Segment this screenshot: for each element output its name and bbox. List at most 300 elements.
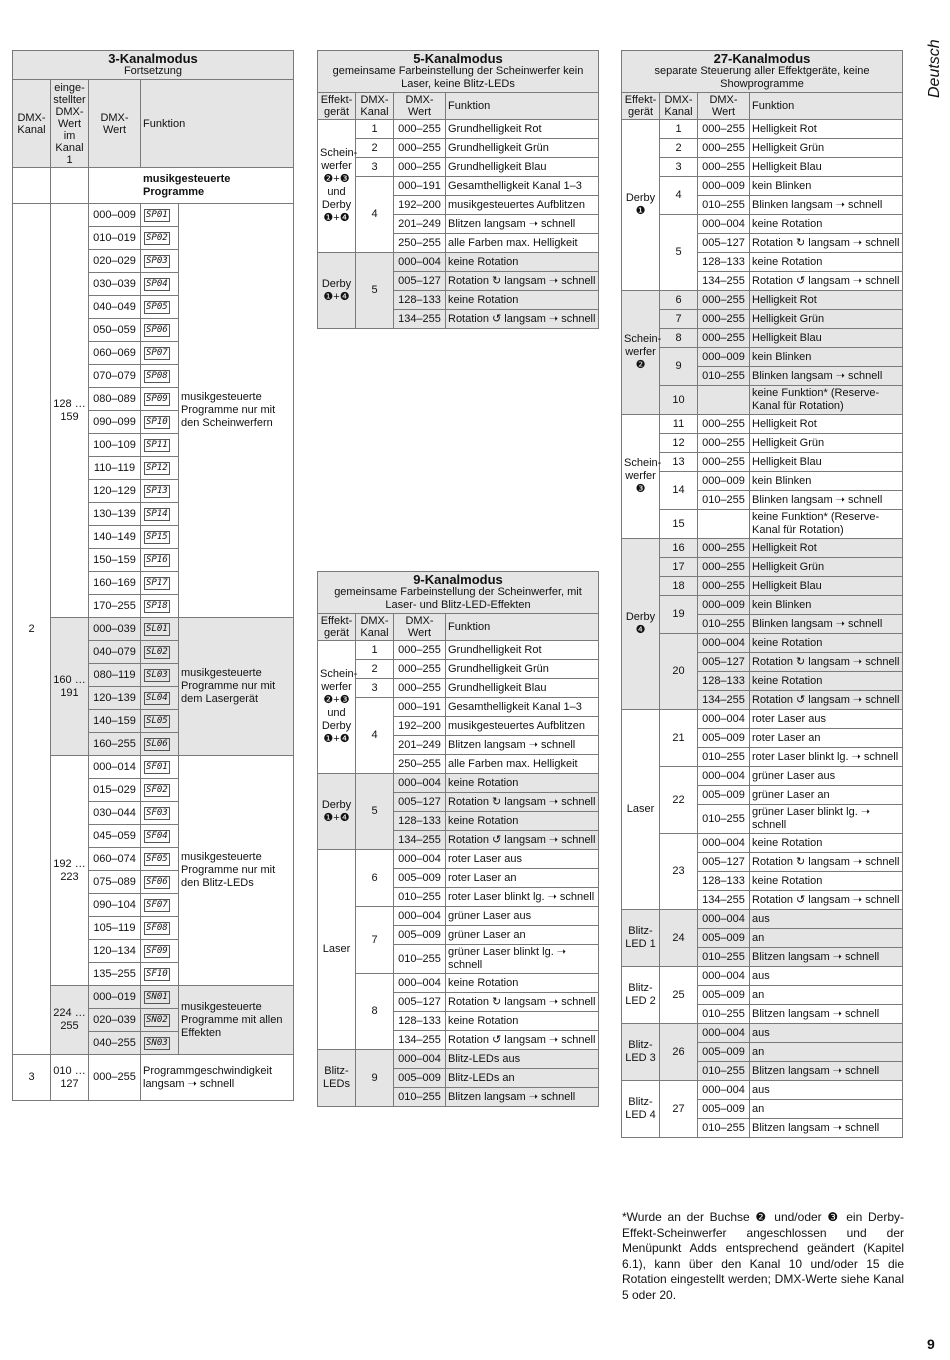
- table-title: [13, 51, 294, 80]
- dmx-value: 005–009: [698, 986, 750, 1005]
- program-row: [13, 756, 294, 779]
- function-text: musikgesteuerte Programme nur mit den Scheinwerfern: [179, 204, 294, 618]
- dmx-value: 005–009: [698, 1043, 750, 1062]
- channel-number: 25: [660, 967, 698, 1024]
- channel-row: [622, 967, 903, 986]
- channel-number: 2: [356, 660, 394, 679]
- table-header-row: [622, 93, 903, 120]
- dmx-value: 010–019: [89, 227, 141, 250]
- program-row: [13, 986, 294, 1009]
- channel-row: [622, 710, 903, 729]
- lcd-display-icon: SF04: [146, 831, 168, 841]
- dmx-value: 201–249: [394, 215, 446, 234]
- lcd-display-icon: SP03: [146, 256, 168, 266]
- channel-number: 12: [660, 434, 698, 453]
- program-display: [141, 572, 179, 595]
- channel-number: 3: [356, 158, 394, 177]
- dmx-value: 000–009: [698, 472, 750, 491]
- function-text: Rotation ↻ langsam ➝ schnell: [750, 234, 903, 253]
- dmx-value: 192–200: [394, 196, 446, 215]
- dmx-value: 170–255: [89, 595, 141, 618]
- program-display: [141, 986, 179, 1009]
- dmx-value: 160–255: [89, 733, 141, 756]
- function-text: Helligkeit Rot: [750, 415, 903, 434]
- channel-number: 6: [660, 291, 698, 310]
- dmx-value: 000–004: [698, 634, 750, 653]
- table-title: [318, 572, 599, 614]
- channel-row: [622, 453, 903, 472]
- program-display: [141, 756, 179, 779]
- channel-number: 10: [660, 386, 698, 415]
- device-cell: Blitz-LED 2: [622, 967, 660, 1024]
- function-text: Helligkeit Grün: [750, 139, 903, 158]
- channel-number: 1: [356, 120, 394, 139]
- function-text: Blitzen langsam ➝ schnell: [446, 215, 599, 234]
- function-text: keine Rotation: [446, 974, 599, 993]
- dmx-value: 192–200: [394, 717, 446, 736]
- channel-row: [318, 641, 599, 660]
- channel-row: [318, 158, 599, 177]
- channel-number: 4: [356, 177, 394, 253]
- device-cell: Laser: [318, 850, 356, 1050]
- function-text: roter Laser an: [750, 729, 903, 748]
- device-cell: Blitz-LED 3: [622, 1024, 660, 1081]
- dmx-value: 000–255: [698, 558, 750, 577]
- channel-row: [622, 120, 903, 139]
- dmx-value: [698, 510, 750, 539]
- header-effekt: Effekt-gerät: [318, 93, 356, 120]
- program-display: [141, 595, 179, 618]
- program-display: [141, 618, 179, 641]
- dmx-value: 160–169: [89, 572, 141, 595]
- function-text: Helligkeit Blau: [750, 577, 903, 596]
- channel-number: 26: [660, 1024, 698, 1081]
- program-display: [141, 457, 179, 480]
- function-text: Blitzen langsam ➝ schnell: [750, 948, 903, 967]
- function-text: musikgesteuertes Aufblitzen: [446, 717, 599, 736]
- program-display: [141, 641, 179, 664]
- lcd-display-icon: SP18: [146, 601, 168, 611]
- channel-row: [622, 910, 903, 929]
- dmx-value: 000–004: [394, 850, 446, 869]
- lcd-display-icon: SP13: [146, 486, 168, 496]
- function-text: Helligkeit Rot: [750, 539, 903, 558]
- lcd-display-icon: SF07: [146, 900, 168, 910]
- header-dmx-wert: DMX-Wert: [89, 80, 141, 168]
- function-text: Blitz-LEDs an: [446, 1069, 599, 1088]
- dmx-value: 000–004: [394, 253, 446, 272]
- table-title-row: [622, 51, 903, 93]
- dmx-value: 128–133: [394, 812, 446, 831]
- dmx-value: 130–139: [89, 503, 141, 526]
- function-text: keine Rotation: [446, 774, 599, 793]
- function-text: keine Rotation: [446, 291, 599, 310]
- lcd-display-icon: SP17: [146, 578, 168, 588]
- function-text: Blinken langsam ➝ schnell: [750, 367, 903, 386]
- lcd-display-icon: SL06: [146, 739, 168, 749]
- channel-number: 6: [356, 850, 394, 907]
- function-text: Grundhelligkeit Rot: [446, 641, 599, 660]
- dmx-value: 005–009: [394, 1069, 446, 1088]
- device-cell: Schein-werfer ❷: [622, 291, 660, 415]
- dmx-value: 000–255: [698, 415, 750, 434]
- function-text: alle Farben max. Helligkeit: [446, 755, 599, 774]
- channel-number: 1: [356, 641, 394, 660]
- function-text: roter Laser blinkt lg. ➝ schnell: [750, 748, 903, 767]
- channel-row: [622, 767, 903, 786]
- dmx-value: 005–009: [698, 729, 750, 748]
- device-cell: Derby ❹: [622, 539, 660, 710]
- dmx-value: 010–255: [698, 491, 750, 510]
- dmx-value: 000–004: [698, 834, 750, 853]
- header-dmx-kanal: DMX-Kanal: [356, 93, 394, 120]
- dmx-value: 010–255: [698, 196, 750, 215]
- program-display: [141, 779, 179, 802]
- channel-number: 7: [356, 907, 394, 974]
- function-text: Rotation ↻ langsam ➝ schnell: [750, 653, 903, 672]
- function-text: Rotation ↺ langsam ➝ schnell: [750, 272, 903, 291]
- dmx-value: 134–255: [698, 691, 750, 710]
- function-text: Helligkeit Grün: [750, 558, 903, 577]
- dmx-value: 040–255: [89, 1032, 141, 1055]
- table-title-text: 9-Kanalmodus: [413, 572, 503, 587]
- function-text: Blitzen langsam ➝ schnell: [446, 1088, 599, 1107]
- channel-row: [622, 139, 903, 158]
- dmx-value: 005–127: [394, 993, 446, 1012]
- channel-row: [622, 558, 903, 577]
- table-3-channel-mode: [12, 50, 294, 1101]
- channel-number: 11: [660, 415, 698, 434]
- channel-row: [622, 510, 903, 539]
- dmx-value: 105–119: [89, 917, 141, 940]
- dmx-value: 010–255: [698, 748, 750, 767]
- dmx-value: 010–255: [698, 1119, 750, 1138]
- dmx-value: 201–249: [394, 736, 446, 755]
- table-27-channel-mode: [621, 50, 903, 1138]
- channel-row: [622, 434, 903, 453]
- dmx-value: 000–255: [89, 1055, 141, 1101]
- function-text: keine Rotation: [446, 812, 599, 831]
- dmx-value: 005–009: [698, 786, 750, 805]
- dmx-value: 000–004: [698, 215, 750, 234]
- lcd-display-icon: SP09: [146, 394, 168, 404]
- channel-number: 20: [660, 634, 698, 710]
- dmx-value: 015–029: [89, 779, 141, 802]
- channel-row: [622, 1081, 903, 1100]
- program-display: [141, 917, 179, 940]
- lcd-display-icon: SP08: [146, 371, 168, 381]
- table-subtitle: Fortsetzung: [123, 65, 183, 77]
- dmx-value: 010–255: [698, 367, 750, 386]
- dmx-value: 000–009: [698, 177, 750, 196]
- channel-row: [318, 139, 599, 158]
- function-text: alle Farben max. Helligkeit: [446, 234, 599, 253]
- header-dmx-kanal: DMX-Kanal: [356, 614, 394, 641]
- function-text: Helligkeit Blau: [750, 453, 903, 472]
- lcd-display-icon: SL01: [146, 624, 168, 634]
- dmx-value: 000–255: [698, 120, 750, 139]
- lcd-display-icon: SL03: [146, 670, 168, 680]
- program-display: [141, 503, 179, 526]
- function-text: Gesamthelligkeit Kanal 1–3: [446, 698, 599, 717]
- function-text: roter Laser an: [446, 869, 599, 888]
- lcd-display-icon: SF09: [146, 946, 168, 956]
- channel-number: 4: [356, 698, 394, 774]
- function-text: Grundhelligkeit Grün: [446, 139, 599, 158]
- function-text: Rotation ↻ langsam ➝ schnell: [446, 272, 599, 291]
- dmx-value: 000–004: [698, 767, 750, 786]
- channel-row: [622, 577, 903, 596]
- program-display: [141, 894, 179, 917]
- function-text: roter Laser aus: [750, 710, 903, 729]
- channel-number: 2: [13, 204, 51, 1055]
- channel-row: [318, 698, 599, 717]
- channel-number: 5: [356, 253, 394, 329]
- dmx-value: 000–255: [698, 329, 750, 348]
- lcd-display-icon: SP14: [146, 509, 168, 519]
- value-range: 224 … 255: [51, 986, 89, 1055]
- dmx-value: 000–255: [394, 139, 446, 158]
- lcd-display-icon: SN01: [146, 992, 168, 1002]
- dmx-value: 000–009: [698, 348, 750, 367]
- program-display: [141, 802, 179, 825]
- dmx-value: 070–079: [89, 365, 141, 388]
- function-text: grüner Laser aus: [750, 767, 903, 786]
- device-cell: Blitz-LED 1: [622, 910, 660, 967]
- function-text: keine Rotation: [750, 634, 903, 653]
- lcd-display-icon: SP02: [146, 233, 168, 243]
- program-display: [141, 526, 179, 549]
- function-text: Blinken langsam ➝ schnell: [750, 196, 903, 215]
- dmx-value: 000–255: [698, 539, 750, 558]
- function-text: grüner Laser blinkt lg. ➝ schnell: [446, 945, 599, 974]
- dmx-value: 005–127: [394, 272, 446, 291]
- program-display: [141, 365, 179, 388]
- function-text: Blitzen langsam ➝ schnell: [446, 736, 599, 755]
- table-subtitle: gemeinsame Farbeinstellung der Scheinwerfer kein Laser, keine Blitz-LEDs: [332, 65, 584, 90]
- function-text: Helligkeit Rot: [750, 291, 903, 310]
- function-text: Blinken langsam ➝ schnell: [750, 615, 903, 634]
- dmx-value: 010–255: [394, 945, 446, 974]
- dmx-value: [698, 386, 750, 415]
- dmx-value: 134–255: [698, 891, 750, 910]
- dmx-value: 150–159: [89, 549, 141, 572]
- dmx-value: 000–255: [698, 310, 750, 329]
- dmx-value: 000–255: [698, 453, 750, 472]
- lcd-display-icon: SP11: [146, 440, 168, 450]
- channel-row: [318, 253, 599, 272]
- dmx-value: 090–099: [89, 411, 141, 434]
- dmx-value: 000–255: [698, 291, 750, 310]
- dmx-value: 128–133: [698, 672, 750, 691]
- channel-row: [622, 310, 903, 329]
- lcd-display-icon: SL05: [146, 716, 168, 726]
- channel-row: [622, 329, 903, 348]
- dmx-value: 080–119: [89, 664, 141, 687]
- table-header-row: [318, 614, 599, 641]
- dmx-value: 080–089: [89, 388, 141, 411]
- lcd-display-icon: SP06: [146, 325, 168, 335]
- function-text: keine Funktion* (Reserve-Kanal für Rotation): [750, 386, 903, 415]
- channel-number: 16: [660, 539, 698, 558]
- function-text: keine Rotation: [446, 253, 599, 272]
- dmx-value: 000–004: [698, 910, 750, 929]
- function-text: kein Blinken: [750, 596, 903, 615]
- lcd-display-icon: SP04: [146, 279, 168, 289]
- channel-number: 9: [660, 348, 698, 386]
- dmx-value: 050–059: [89, 319, 141, 342]
- channel-row: [622, 158, 903, 177]
- channel-number: 27: [660, 1081, 698, 1138]
- function-text: an: [750, 929, 903, 948]
- header-dmx-wert: DMX-Wert: [394, 614, 446, 641]
- channel-row: [318, 679, 599, 698]
- lcd-display-icon: SP07: [146, 348, 168, 358]
- lcd-display-icon: SF02: [146, 785, 168, 795]
- dmx-value: 000–004: [698, 967, 750, 986]
- dmx-value: 000–004: [394, 1050, 446, 1069]
- dmx-value: 000–004: [394, 774, 446, 793]
- dmx-value: 075–089: [89, 871, 141, 894]
- header-dmx-kanal: DMX-Kanal: [660, 93, 698, 120]
- function-text: roter Laser blinkt lg. ➝ schnell: [446, 888, 599, 907]
- function-text: Rotation ↺ langsam ➝ schnell: [446, 310, 599, 329]
- function-text: aus: [750, 910, 903, 929]
- channel-row: [622, 539, 903, 558]
- function-text: kein Blinken: [750, 177, 903, 196]
- lcd-display-icon: SL04: [146, 693, 168, 703]
- table-subtitle: gemeinsame Farbeinstellung der Scheinwerfer, mit Laser- und Blitz-LED-Effekten: [334, 586, 582, 611]
- channel-row: [318, 120, 599, 139]
- lcd-display-icon: SF08: [146, 923, 168, 933]
- function-text: Rotation ↻ langsam ➝ schnell: [446, 993, 599, 1012]
- dmx-value: 045–059: [89, 825, 141, 848]
- function-text: Rotation ↺ langsam ➝ schnell: [446, 1031, 599, 1050]
- lcd-display-icon: SP10: [146, 417, 168, 427]
- dmx-value: 000–004: [394, 974, 446, 993]
- table-subtitle: separate Steuerung aller Effektgeräte, keine Showprogramme: [654, 65, 870, 90]
- lcd-display-icon: SN03: [146, 1038, 168, 1048]
- program-display: [141, 871, 179, 894]
- dmx-value: 000–009: [698, 596, 750, 615]
- device-cell: Blitz-LED 4: [622, 1081, 660, 1138]
- channel-row: [622, 386, 903, 415]
- channel-row: [318, 974, 599, 993]
- program-row: [13, 204, 294, 227]
- header-effekt: Effekt-gerät: [318, 614, 356, 641]
- function-text: musikgesteuerte Programme nur mit den Blitz-LEDs: [179, 756, 294, 986]
- function-text: Blitzen langsam ➝ schnell: [750, 1005, 903, 1024]
- value-range: 192 … 223: [51, 756, 89, 986]
- function-text: roter Laser aus: [446, 850, 599, 869]
- channel-number: 3: [356, 679, 394, 698]
- dmx-value: 000–039: [89, 618, 141, 641]
- value-range: 010 … 127: [51, 1055, 89, 1101]
- channel-row: [622, 291, 903, 310]
- lcd-display-icon: SP16: [146, 555, 168, 565]
- lcd-display-icon: SP15: [146, 532, 168, 542]
- music-heading: musikgesteuerte Programme: [89, 168, 294, 204]
- dmx-value: 005–127: [698, 234, 750, 253]
- program-display: [141, 664, 179, 687]
- function-text: kein Blinken: [750, 348, 903, 367]
- device-cell: Schein-werfer ❸: [622, 415, 660, 539]
- channel-row: [622, 596, 903, 615]
- header-funktion: Funktion: [141, 80, 294, 168]
- empty-cell: [13, 168, 51, 204]
- function-text: musikgesteuerte Programme nur mit dem Lasergerät: [179, 618, 294, 756]
- header-effekt: Effekt-gerät: [622, 93, 660, 120]
- function-text: Grundhelligkeit Grün: [446, 660, 599, 679]
- channel-row: [13, 1055, 294, 1101]
- dmx-value: 000–014: [89, 756, 141, 779]
- dmx-value: 135–255: [89, 963, 141, 986]
- header-dmx-kanal: DMX-Kanal: [13, 80, 51, 168]
- function-text: an: [750, 1100, 903, 1119]
- program-display: [141, 1009, 179, 1032]
- dmx-value: 005–009: [698, 929, 750, 948]
- function-text: grüner Laser aus: [446, 907, 599, 926]
- channel-number: 2: [356, 139, 394, 158]
- function-text: keine Rotation: [750, 215, 903, 234]
- channel-number: 5: [356, 774, 394, 850]
- dmx-value: 000–009: [89, 204, 141, 227]
- channel-number: 22: [660, 767, 698, 834]
- dmx-value: 000–004: [698, 1024, 750, 1043]
- function-text: Helligkeit Grün: [750, 434, 903, 453]
- dmx-value: 060–069: [89, 342, 141, 365]
- empty-cell: [51, 168, 89, 204]
- channel-number: 8: [660, 329, 698, 348]
- dmx-value: 040–079: [89, 641, 141, 664]
- function-text: Helligkeit Blau: [750, 158, 903, 177]
- program-display: [141, 319, 179, 342]
- dmx-value: 134–255: [698, 272, 750, 291]
- table-9-channel-mode: [317, 571, 599, 1107]
- dmx-value: 090–104: [89, 894, 141, 917]
- table-title-text: 27-Kanalmodus: [713, 51, 811, 66]
- dmx-value: 000–255: [394, 120, 446, 139]
- dmx-value: 005–127: [698, 653, 750, 672]
- function-text: kein Blinken: [750, 472, 903, 491]
- channel-row: [622, 634, 903, 653]
- lcd-display-icon: SP05: [146, 302, 168, 312]
- dmx-value: 250–255: [394, 755, 446, 774]
- function-text: Rotation ↻ langsam ➝ schnell: [446, 793, 599, 812]
- dmx-value: 120–139: [89, 687, 141, 710]
- device-cell: Derby ❶+❹: [318, 253, 356, 329]
- dmx-value: 010–255: [698, 948, 750, 967]
- dmx-value: 128–133: [698, 253, 750, 272]
- device-cell: Schein-werfer ❷+❸ und Derby ❶+❹: [318, 641, 356, 774]
- dmx-value: 140–159: [89, 710, 141, 733]
- function-text: grüner Laser an: [446, 926, 599, 945]
- channel-row: [622, 472, 903, 491]
- dmx-value: 010–255: [698, 1005, 750, 1024]
- function-text: aus: [750, 1024, 903, 1043]
- function-text: keine Funktion* (Reserve-Kanal für Rotation): [750, 510, 903, 539]
- channel-row: [622, 348, 903, 367]
- program-display: [141, 549, 179, 572]
- channel-number: 17: [660, 558, 698, 577]
- table-header-row: [318, 93, 599, 120]
- dmx-value: 010–255: [394, 888, 446, 907]
- channel-row: [622, 177, 903, 196]
- dmx-value: 110–119: [89, 457, 141, 480]
- table-title-text: 3-Kanalmodus: [108, 51, 198, 66]
- dmx-value: 005–009: [698, 1100, 750, 1119]
- function-text: Blinken langsam ➝ schnell: [750, 491, 903, 510]
